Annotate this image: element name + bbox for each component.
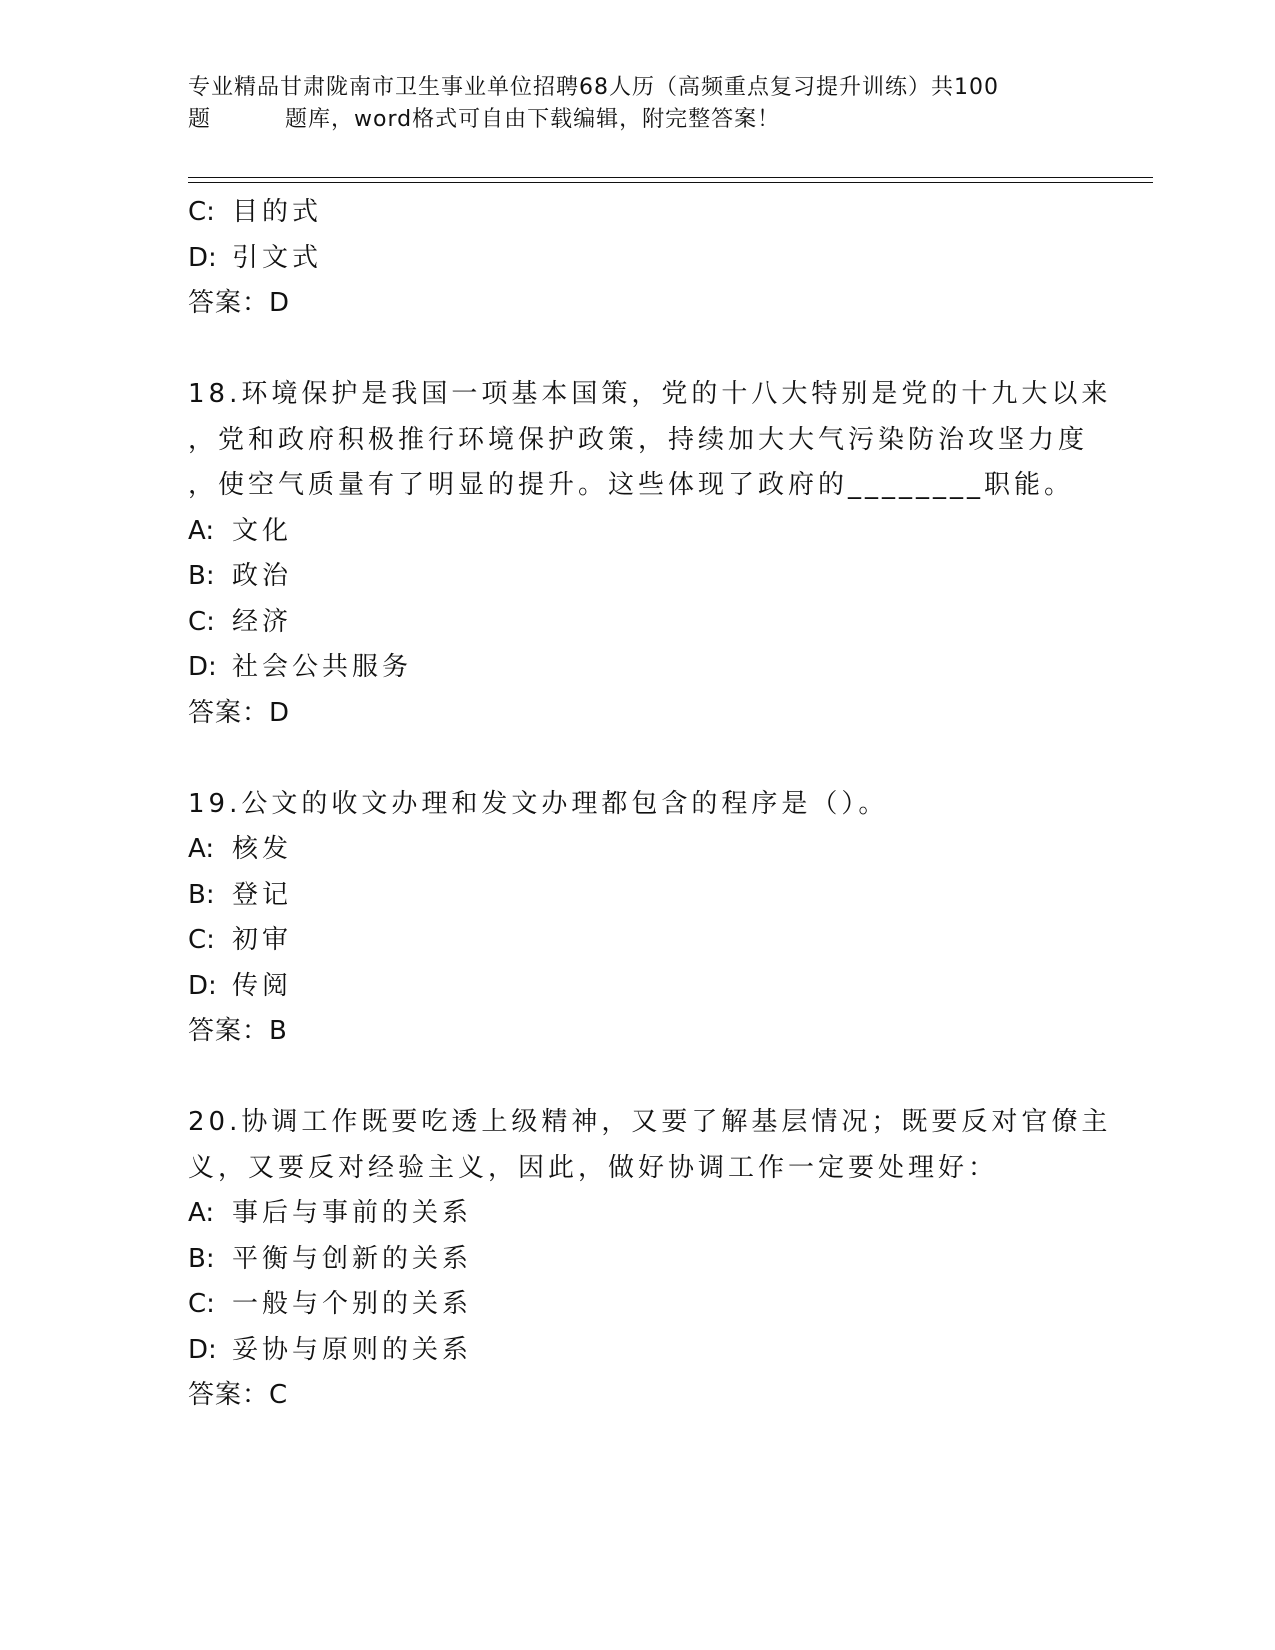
question-content [188, 190, 1148, 1419]
option-key: D: [188, 970, 217, 1001]
option-text: 文化 [232, 515, 293, 546]
option-text: 经济 [232, 606, 293, 637]
option-line [188, 600, 1148, 646]
option-line [188, 1282, 1148, 1328]
answer-line: 答案：D [188, 288, 291, 318]
option-line [188, 873, 1148, 919]
option-key: C: [188, 606, 215, 637]
option-key: D: [188, 242, 217, 273]
option-text: 核发 [232, 834, 293, 864]
option-line [188, 645, 1148, 691]
option-text: 平衡与创新的关系 [232, 1243, 473, 1274]
question-stem-line: 18.环境保护是我国一项基本国策，党的十八大特别是党的十九大以来 [188, 379, 1112, 409]
option-line [188, 509, 1148, 555]
option-key: B: [188, 561, 215, 591]
option-line [188, 236, 1148, 282]
option-key: B: [188, 1243, 215, 1274]
question-stem-line: 义，又要反对经验主义，因此，做好协调工作一定要处理好： [188, 1152, 999, 1183]
option-line [188, 190, 1148, 236]
option-key: C: [188, 1289, 215, 1319]
option-text: 社会公共服务 [232, 652, 413, 682]
option-text: 事后与事前的关系 [232, 1198, 473, 1228]
header-divider-bottom [188, 182, 1153, 183]
option-text: 登记 [232, 879, 293, 910]
page-header [188, 72, 1088, 136]
option-key: C: [188, 197, 215, 227]
spacer [188, 1055, 1148, 1101]
header-title-line2-start: 题 [188, 107, 212, 132]
answer-line: 答案：B [188, 1016, 288, 1046]
option-line [188, 1237, 1148, 1283]
option-text: 目的式 [232, 197, 323, 227]
option-line [188, 827, 1148, 873]
option-line [188, 1191, 1148, 1237]
header-title-line2-end: 题库，word格式可自由下载编辑，附完整答案！ [285, 107, 781, 132]
spacer [188, 327, 1148, 373]
option-text: 初审 [232, 925, 293, 955]
option-text: 引文式 [232, 242, 323, 273]
header-divider-top [188, 177, 1153, 178]
option-key: B: [188, 879, 215, 910]
option-key: A: [188, 1198, 215, 1228]
question-stem-line: 20.协调工作既要吃透上级精神，又要了解基层情况；既要反对官僚主 [188, 1107, 1112, 1137]
option-key: A: [188, 515, 215, 546]
question-stem-line: 19.公文的收文办理和发文办理都包含的程序是（）。 [188, 788, 889, 819]
option-key: D: [188, 652, 217, 682]
header-title-line2 [188, 104, 1088, 136]
option-text: 传阅 [232, 970, 293, 1001]
option-text: 妥协与原则的关系 [232, 1334, 473, 1365]
option-key: D: [188, 1334, 217, 1365]
option-line [188, 964, 1148, 1010]
option-key: A: [188, 834, 215, 864]
option-text: 一般与个别的关系 [232, 1289, 473, 1319]
question-stem-line: ，党和政府积极推行环境保护政策，持续加大大气污染防治攻坚力度 [188, 424, 1089, 455]
answer-line: 答案：D [188, 697, 291, 728]
spacer [188, 736, 1148, 782]
option-key: C: [188, 925, 215, 955]
option-line [188, 1328, 1148, 1374]
option-line [188, 918, 1148, 964]
option-text: 政治 [232, 561, 293, 591]
option-line [188, 554, 1148, 600]
question-stem-line: ，使空气质量有了明显的提升。这些体现了政府的________职能。 [188, 470, 1075, 500]
header-title-line1: 专业精品甘肃陇南市卫生事业单位招聘68人历（高频重点复习提升训练）共100 [188, 75, 999, 100]
answer-line: 答案：C [188, 1380, 289, 1410]
